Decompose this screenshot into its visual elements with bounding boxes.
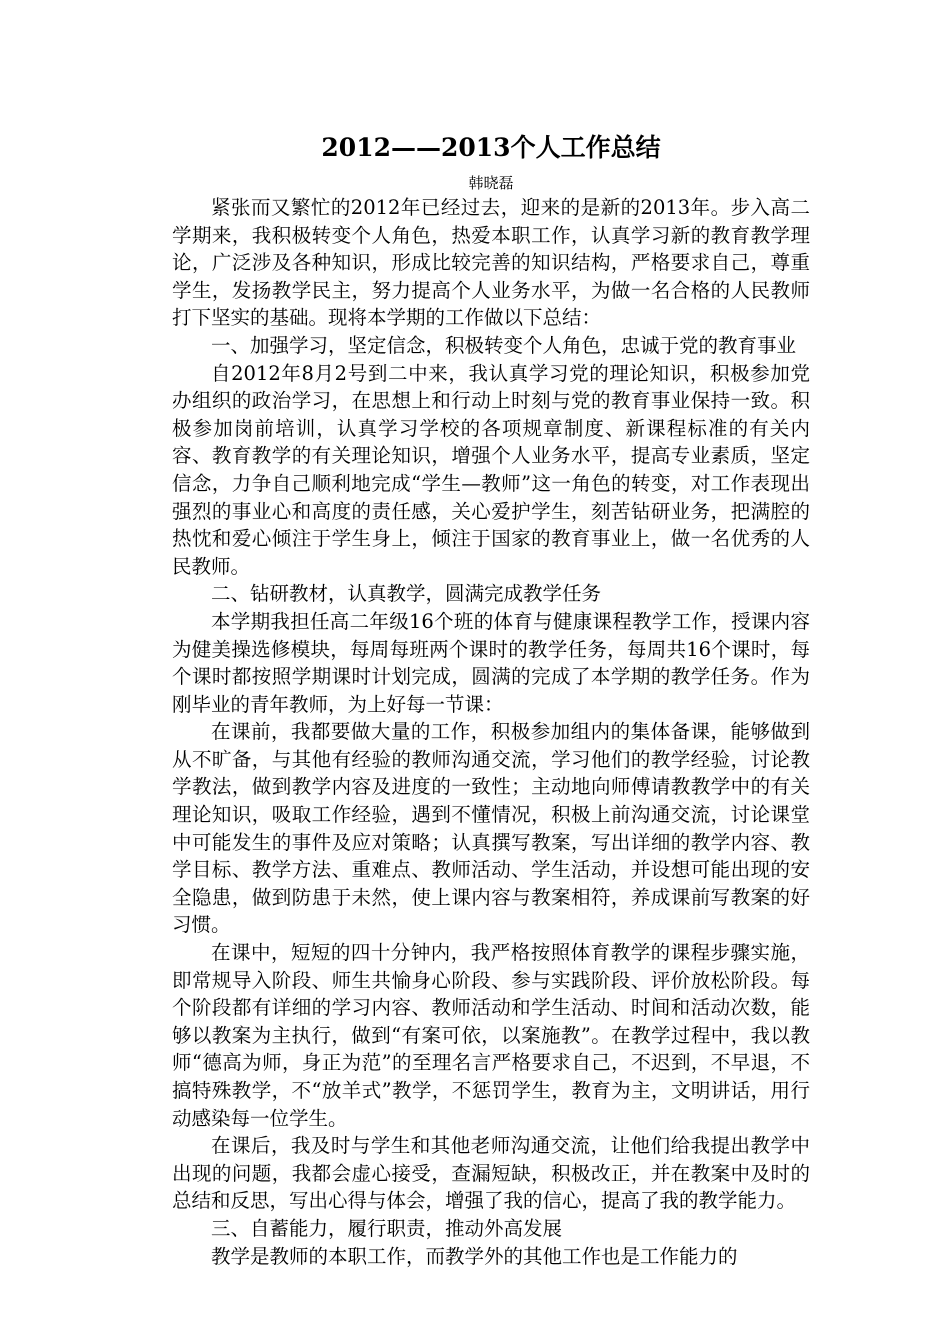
paragraph-intro: 紧张而又繁忙的2012年已经过去，迎来的是新的2013年。步入高二学期来，我积极转变个人角色，热爱本职工作，认真学习新的教育教学理论，广泛涉及各种知识，形成比较完善的知识结构，严格要求自己，尊重学生，发扬教学民主，努力提高个人业务水平，为做一名合格的人民教师打下坚实的基础。现将本学期的工作做以下总结： — [172, 196, 810, 330]
paragraph-section-1: 自2012年8月2号到二中来，我认真学习党的理论知识，积极参加党办组织的政治学习，在思想上和行动上时刻与党的教育事业保持一致。积极参加岗前培训，认真学习学校的各项规章制度、新课程标准的有关内容、教育教学的有关理论知识，增强个人业务水平，提高专业素质，坚定信念，力争自己顺利地完成“学生—教师”这一角色的转变，对工作表现出强烈的事业心和高度的责任感，关心爱护学生，刻苦钻研业务，把满腔的热忱和爱心倾注于学生身上，倾注于国家的教育事业上，做一名优秀的人民教师。 — [172, 361, 810, 578]
heading-section-2: 二、钻研教材，认真教学，圆满完成教学任务 — [211, 582, 602, 606]
document-page — [172, 128, 810, 1270]
heading-section-1: 一、加强学习，坚定信念，积极转变个人角色，忠诚于党的教育事业 — [211, 333, 797, 357]
document-title: 2012——2013个人工作总结 — [321, 133, 661, 162]
paragraph-teaching-load: 本学期我担任高二年级16个班的体育与健康课程教学工作，授课内容为健美操选修模块，每周每班两个课时的教学任务，每周共16个课时，每个课时都按照学期课时计划完成，圆满的完成了本学期的教学任务。作为刚毕业的青年教师，为上好每一节课： — [172, 609, 810, 716]
paragraph-before-class: 在课前，我都要做大量的工作，积极参加组内的集体备课，能够做到从不旷备，与其他有经验的教师沟通交流，学习他们的教学经验，讨论教学教法，做到教学内容及进度的一致性；主动地向师傅请教教学中的有关理论知识，吸取工作经验，遇到不懂情况，积极上前沟通交流，讨论课堂中可能发生的事件及应对策略；认真撰写教案，写出详细的教学内容、教学目标、教学方法、重难点、教师活动、学生活动，并设想可能出现的安全隐患，做到防患于未然，使上课内容与教案相符，养成课前写教案的好习惯。 — [172, 720, 810, 937]
document-body — [172, 194, 810, 1270]
paragraph-during-class: 在课中，短短的四十分钟内，我严格按照体育教学的课程步骤实施，即常规导入阶段、师生共愉身心阶段、参与实践阶段、评价放松阶段。每个阶段都有详细的学习内容、教师活动和学生活动、时间和活动次数，能够以教案为主执行，做到“有案可依，以案施教”。在教学过程中，我以教师“德高为师，身正为范”的至理名言严格要求自己，不迟到，不早退，不搞特殊教学，不“放羊式”教学，不惩罚学生，教育为主，文明讲话，用行动感染每一位学生。 — [172, 941, 810, 1130]
document-author: 韩晓磊 — [468, 174, 514, 192]
paragraph-after-class: 在课后，我及时与学生和其他老师沟通交流，让他们给我提出教学中出现的问题，我都会虚心接受，查漏短缺，积极改正，并在教案中及时的总结和反思，写出心得与体会，增强了我的信心，提高了我的教学能力。 — [172, 1134, 810, 1213]
heading-section-3: 三、自蓄能力，履行职责，推动外高发展 — [211, 1216, 563, 1240]
paragraph-section-3: 教学是教师的本职工作，而教学外的其他工作也是工作能力的 — [211, 1244, 738, 1268]
